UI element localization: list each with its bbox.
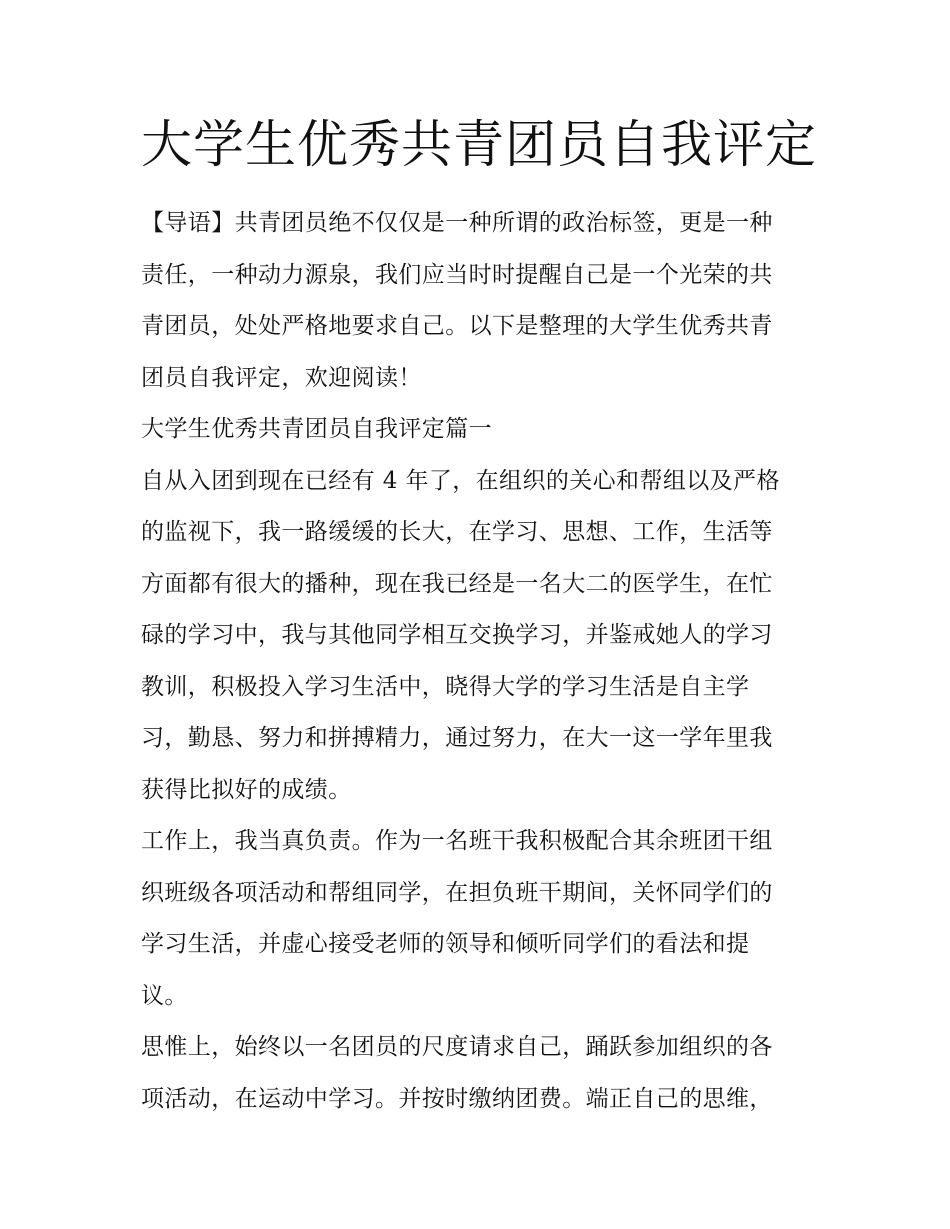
- body-line: 责任，一种动力源泉，我们应当时时提醒自己是一个光荣的共: [141, 261, 773, 288]
- body-line: 【导语】共青团员绝不仅仅是一种所谓的政治标签，更是一种: [141, 210, 773, 236]
- body-line: 项活动，在运动中学习。并按时缴纳团费。端正自己的思维，: [141, 1085, 773, 1112]
- document-body: [141, 198, 811, 1125]
- body-line: 教训，积极投入学习生活中，晓得大学的学习生活是自主学: [141, 673, 750, 700]
- body-line: 青团员，处处严格地要求自己。以下是整理的大学生优秀共青: [141, 313, 773, 339]
- body-line: 学习生活，并虚心接受老师的领导和倾听同学们的看法和提: [141, 931, 750, 957]
- body-line: 思惟上，始终以一名团员的尺度请求自己，踊跃参加组织的各: [141, 1034, 773, 1060]
- body-line: 工作上，我当真负责。作为一名班干我积极配合其余班团干组: [141, 828, 773, 854]
- section-heading: 大学生优秀共青团员自我评定篇一: [141, 416, 492, 442]
- body-line: 方面都有很大的播种，现在我已经是一名大二的医学生，在忙: [141, 570, 773, 597]
- body-line: 团员自我评定，欢迎阅读！: [141, 364, 422, 391]
- document-page: [141, 108, 818, 1125]
- body-line: 织班级各项活动和帮组同学，在担负班干期间，关怀同学们的: [141, 879, 773, 906]
- body-line: 获得比拟好的成绩。: [141, 776, 352, 803]
- body-line: 议。: [141, 982, 188, 1009]
- body-line: 的监视下，我一路缓缓的长大，在学习、思想、工作，生活等: [141, 519, 773, 545]
- body-line: 自从入团到现在已经有 4 年了，在组织的关心和帮组以及严格: [141, 467, 780, 494]
- document-title: 大学生优秀共青团员自我评定: [141, 116, 818, 175]
- body-line: 习，勤恳、努力和拼搏精力，通过努力，在大一这一学年里我: [141, 725, 773, 751]
- body-line: 碌的学习中，我与其他同学相互交换学习，并鉴戒她人的学习: [141, 622, 773, 648]
